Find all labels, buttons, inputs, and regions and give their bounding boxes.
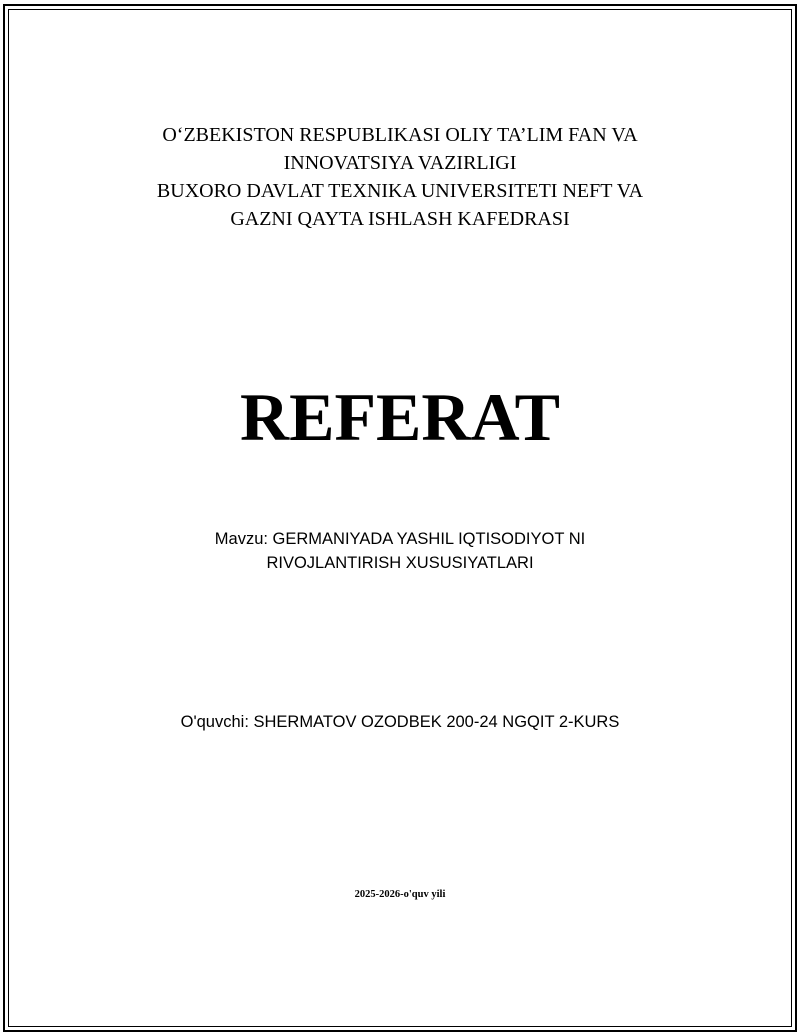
header-line-1: O‘ZBEKISTON RESPUBLIKASI OLIY TA’LIM FAN VA (162, 124, 638, 146)
document-title: REFERAT (240, 379, 560, 455)
header-line-4: GAZNI QAYTA ISHLASH KAFEDRASI (230, 208, 570, 230)
header-line-2: INNOVATSIYA VAZIRLIGI (283, 152, 517, 174)
header-line-3: BUXORO DAVLAT TEXNIKA UNIVERSITETI NEFT VA (156, 180, 644, 202)
institution-header (0, 121, 800, 233)
student-info: O'quvchi: SHERMATOV OZODBEK 200-24 NGQIT 2-KURS (180, 713, 620, 731)
topic-line-2: RIVOJLANTIRISH XUSUSIYATLARI (266, 554, 534, 572)
topic-block (0, 527, 800, 575)
academic-year: 2025-2026-o'quv yili (354, 889, 446, 900)
topic-line-1: Mavzu: GERMANIYADA YASHIL IQTISODIYOT NI (214, 530, 586, 548)
